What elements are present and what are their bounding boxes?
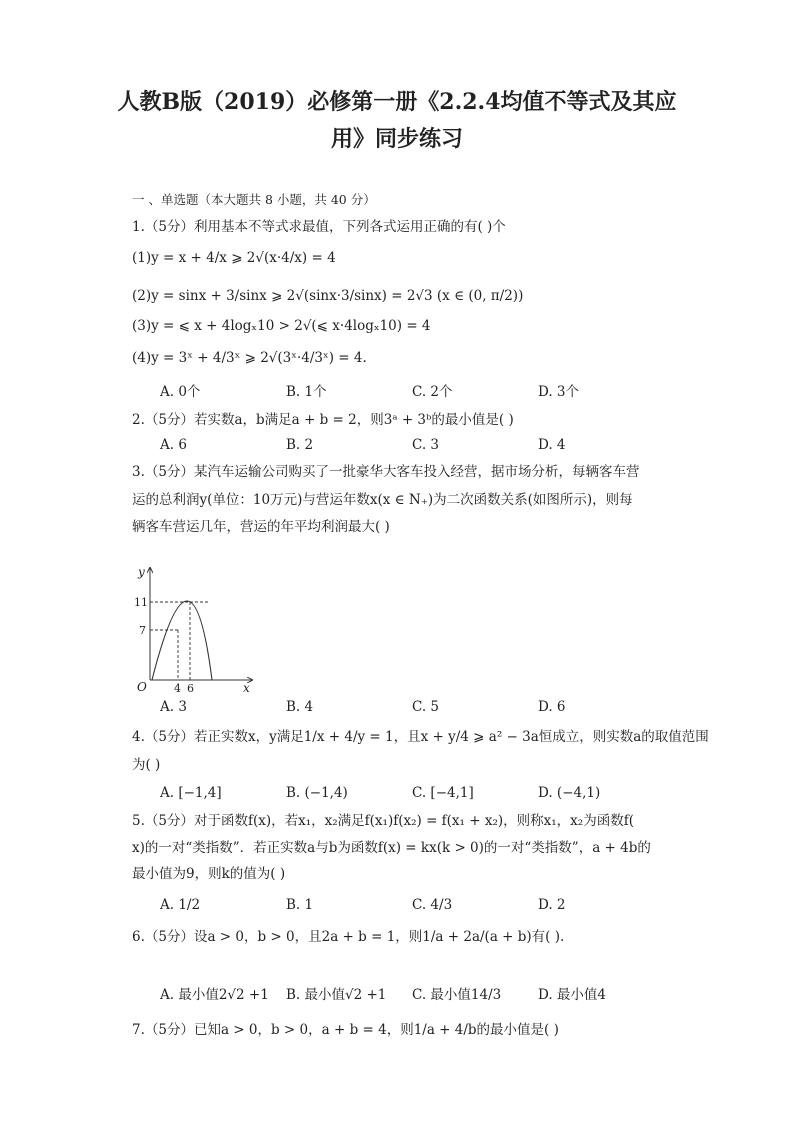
q4-option-d: D. (−4,1) [538, 785, 601, 801]
q6-option-a: A. 最小值2√2 +1 [160, 987, 269, 1003]
x-tick-6: 6 [187, 682, 194, 695]
q4-option-b: B. (−1,4) [286, 785, 348, 801]
y-tick-11: 11 [134, 596, 148, 609]
q5-option-a: A. 1/2 [160, 897, 201, 913]
q5-option-d: D. 2 [538, 897, 566, 913]
q5-stem-line-2: x)的一对“类指数”．若正实数a与b为函数f(x) = kx(k > 0)的一对“类指数”，a + 4b的 [132, 840, 651, 856]
q1-item-3: (3)y = ⩽ x + 4logₓ10 > 2√(⩽ x·4logₓ10) = 4 [132, 318, 431, 334]
q1-option-b: B. 1个 [286, 384, 327, 400]
parabola-curve [152, 601, 212, 680]
q3-profit-graph [130, 560, 260, 695]
q1-option-c: C. 2个 [412, 384, 453, 400]
q2-option-d: D. 4 [538, 437, 566, 453]
q6-stem: 6.（5分）设a > 0，b > 0，且2a + b = 1，则1/a + 2a/(a + b)有( ). [132, 929, 565, 945]
q7-stem: 7.（5分）已知a > 0，b > 0，a + b = 4，则1/a + 4/b的最小值是( ) [132, 1022, 559, 1038]
q6-option-d: D. 最小值4 [538, 987, 607, 1003]
q4-option-c: C. [−4,1] [412, 785, 474, 801]
q3-option-a: A. 3 [160, 699, 187, 715]
q1-option-a: A. 0个 [160, 384, 201, 400]
title-line-2: 用》同步练习 [330, 126, 463, 152]
q1-item-4: (4)y = 3ˣ + 4/3ˣ ⩾ 2√(3ˣ·4/3ˣ) = 4. [132, 350, 367, 366]
q4-stem-line-2: 为( ) [132, 757, 161, 773]
q6-option-b: B. 最小值√2 +1 [286, 987, 387, 1003]
q1-item-1: (1)y = x + 4/x ⩾ 2√(x·4/x) = 4 [132, 250, 336, 266]
q2-option-c: C. 3 [412, 437, 440, 453]
q2-option-b: B. 2 [286, 437, 314, 453]
q3-stem-line-2: 运的总利润y(单位：10万元)与营运年数x(x ∈ N₊)为二次函数关系(如图所示)，则每 [132, 492, 633, 508]
title-line-1: 人教B版（2019）必修第一册《2.2.4均值不等式及其应 [117, 89, 677, 115]
q4-option-a: A. [−1,4] [160, 785, 222, 801]
q5-stem-line-3: 最小值为9，则k的值为( ) [132, 866, 286, 882]
q1-stem: 1.（5分）利用基本不等式求最值，下列各式运用正确的有( )个 [132, 219, 506, 235]
origin-label: O [137, 680, 147, 694]
q1-item-2: (2)y = sinx + 3/sinx ⩾ 2√(sinx·3/sinx) = 2√3 (x ∈ (0, π/2)) [132, 288, 524, 304]
x-axis-label: x [243, 681, 250, 695]
q5-option-b: B. 1 [286, 897, 314, 913]
q6-option-c: C. 最小值14/3 [412, 987, 502, 1003]
q2-stem: 2.（5分）若实数a，b满足a + b = 2，则3ᵃ + 3ᵇ的最小值是( ) [132, 412, 514, 428]
y-axis-label: y [138, 565, 145, 579]
q3-option-b: B. 4 [286, 699, 314, 715]
section-heading: 一 、单选题（本大题共 8 小题，共 40 分） [132, 192, 376, 207]
q3-stem-line-3: 辆客车营运几年，营运的年平均利润最大( ) [132, 519, 390, 535]
q2-option-a: A. 6 [160, 437, 187, 453]
q3-option-c: C. 5 [412, 699, 440, 715]
q4-stem-line-1: 4.（5分）若正实数x，y满足1/x + 4/y = 1，且x + y/4 ⩾ a² − 3a恒成立，则实数a的取值范围 [132, 729, 709, 745]
q3-stem-line-1: 3.（5分）某汽车运输公司购买了一批豪华大客车投入经营，据市场分析，每辆客车营 [132, 464, 640, 480]
q5-stem-line-1: 5.（5分）对于函数f(x)，若x₁，x₂满足f(x₁)f(x₂) = f(x₁ + x₂)，则称x₁，x₂为函数f( [132, 813, 634, 829]
q1-option-d: D. 3个 [538, 384, 580, 400]
y-tick-7: 7 [139, 624, 146, 637]
q3-option-d: D. 6 [538, 699, 566, 715]
q5-option-c: C. 4/3 [412, 897, 453, 913]
x-tick-4: 4 [174, 682, 181, 695]
